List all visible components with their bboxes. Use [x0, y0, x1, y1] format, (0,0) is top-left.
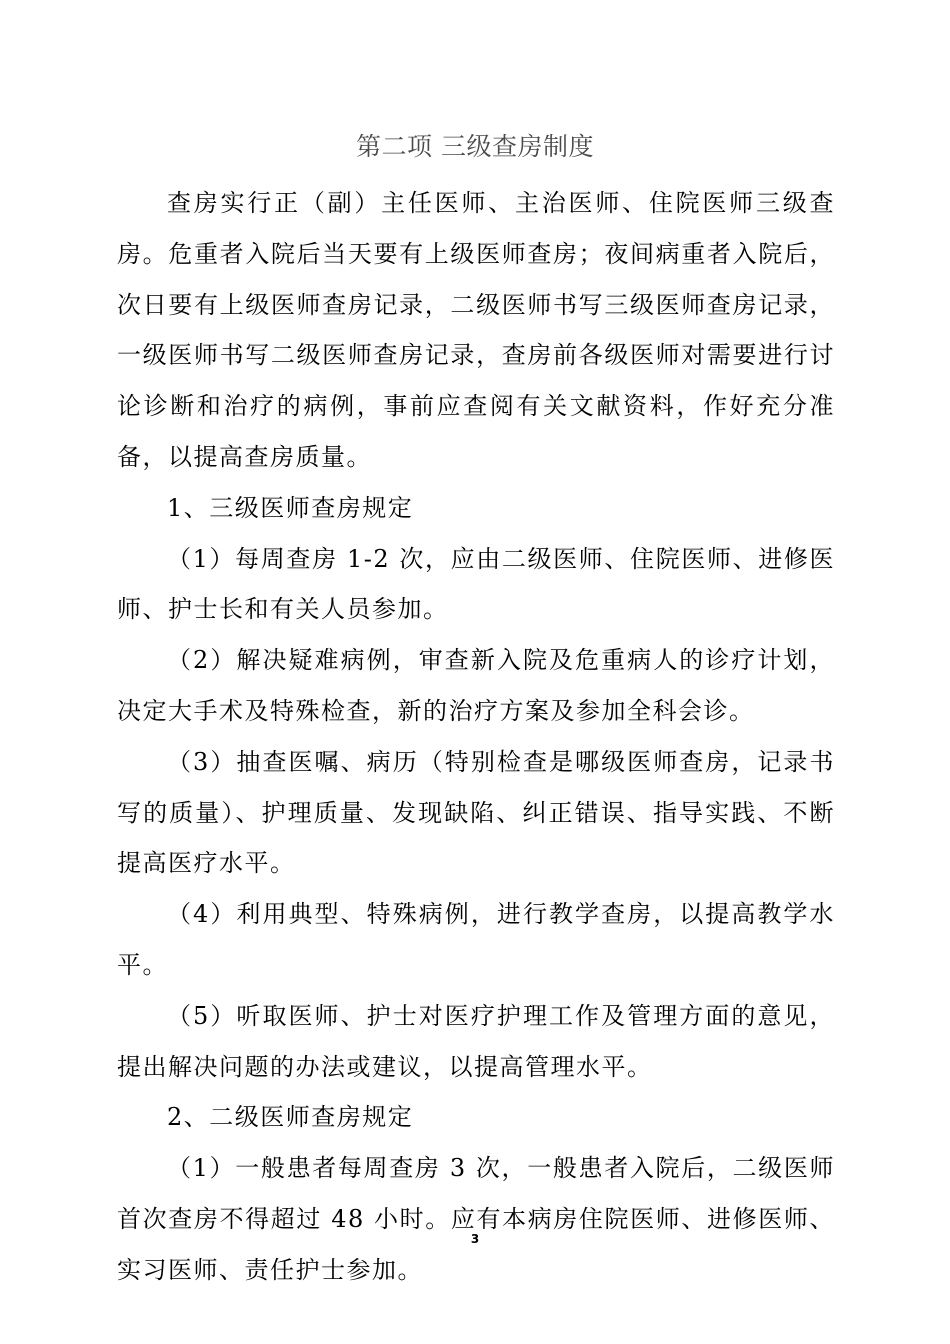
section-heading-1: 1、三级医师查房规定	[167, 493, 414, 522]
document-body	[117, 178, 835, 1296]
list-item-2-1: （1）一般患者每周查房 3 次，一般患者入院后，二级医师首次查房不得超过 48 小时。应有本病房住院医师、进修医师、实习医师、责任护士参加。	[117, 1154, 835, 1284]
list-item-1-5: （5）听取医师、护士对医疗护理工作及管理方面的意见，提出解决问题的办法或建议，以提高管理水平。	[117, 1001, 835, 1081]
paragraph-intro: 查房实行正（副）主任医师、主治医师、住院医师三级查房。危重者入院后当天要有上级医师查房；夜间病重者入院后，次日要有上级医师查房记录，二级医师书写三级医师查房记录，一级医师书写二级医师查房记录，查房前各级医师对需要进行讨论诊断和治疗的病例，事前应查阅有关文献资料，作好充分准备，以提高查房质量。	[117, 189, 835, 471]
list-item-1-4: （4）利用典型、特殊病例，进行教学查房，以提高教学水平。	[117, 900, 835, 979]
list-item-1-3: （3）抽查医嘱、病历（特别检查是哪级医师查房，记录书写的质量）、护理质量、发现缺陷、纠正错误、指导实践、不断提高医疗水平。	[117, 747, 835, 878]
list-item-1-1: （1）每周查房 1-2 次，应由二级医师、住院医师、进修医师、护士长和有关人员参加。	[117, 544, 835, 624]
document-title: 第二项 三级查房制度	[356, 132, 594, 161]
page-number: 3	[470, 1232, 480, 1246]
list-item-1-2: （2）解决疑难病例，审查新入院及危重病人的诊疗计划，决定大手术及特殊检查，新的治疗方案及参加全科会诊。	[117, 646, 835, 725]
section-heading-2: 2、二级医师查房规定	[167, 1103, 414, 1132]
